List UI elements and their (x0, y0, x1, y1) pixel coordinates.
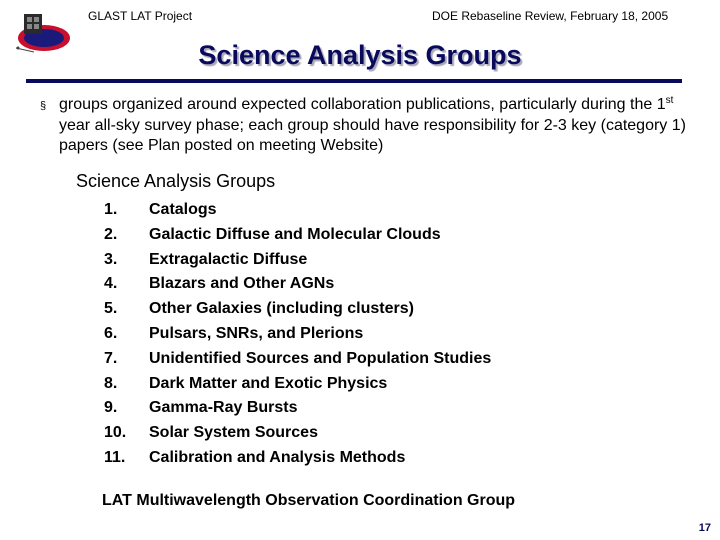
page-number: 17 (698, 522, 711, 534)
subheading: Science Analysis Groups (76, 171, 276, 191)
group-item (104, 299, 491, 324)
group-number: 8. (104, 374, 118, 392)
group-number: 3. (104, 250, 118, 268)
group-number: 10. (104, 424, 127, 442)
group-number: 6. (104, 324, 118, 342)
bullet-superscript: st (665, 95, 674, 106)
title-divider (26, 79, 682, 83)
bullet-text (59, 95, 699, 157)
header-project: GLAST LAT Project (88, 9, 193, 23)
group-number: 4. (104, 275, 118, 293)
group-label: Catalogs (149, 201, 217, 218)
group-number: 11. (104, 448, 126, 466)
group-item (104, 349, 491, 374)
group-label: Blazars and Other AGNs (149, 275, 335, 293)
group-item (104, 448, 491, 473)
group-number: 1. (104, 201, 118, 218)
bullet-text-part1: groups organized around expected collaboration publications, particularly during the 1 (59, 96, 666, 113)
group-label: Unidentified Sources and Population Studies (149, 349, 492, 367)
group-item (104, 274, 491, 299)
group-item (104, 200, 491, 225)
group-item (104, 250, 491, 275)
bullet-marker: § (40, 100, 47, 112)
group-item (104, 324, 491, 349)
group-item (104, 225, 491, 250)
group-number: 9. (104, 399, 118, 417)
group-label: Other Galaxies (including clusters) (149, 300, 414, 318)
coordination-group-line: LAT Multiwavelength Observation Coordination Group (102, 492, 516, 509)
bullet-text-part2: year all-sky survey phase; each group should have responsibility for 2-3 key (category 1) papers (see Plan posted on meeting Website) (59, 116, 686, 154)
header-review: DOE Rebaseline Review, February 18, 2005 (432, 9, 669, 23)
group-item (104, 374, 491, 399)
group-label: Extragalactic Diffuse (149, 250, 308, 268)
group-number: 2. (104, 225, 118, 243)
group-label: Pulsars, SNRs, and Plerions (149, 324, 364, 342)
group-number: 7. (104, 349, 118, 367)
slide-title: Science Analysis Groups (198, 40, 522, 70)
group-label: Gamma-Ray Bursts (149, 399, 298, 417)
group-list (104, 200, 491, 473)
group-label: Solar System Sources (149, 424, 318, 442)
group-item (104, 423, 491, 448)
group-label: Galactic Diffuse and Molecular Clouds (149, 225, 441, 243)
bullet-point (40, 95, 700, 157)
group-label: Dark Matter and Exotic Physics (149, 374, 388, 392)
group-number: 5. (104, 300, 118, 318)
group-label: Calibration and Analysis Methods (149, 448, 406, 466)
group-item (104, 398, 491, 423)
